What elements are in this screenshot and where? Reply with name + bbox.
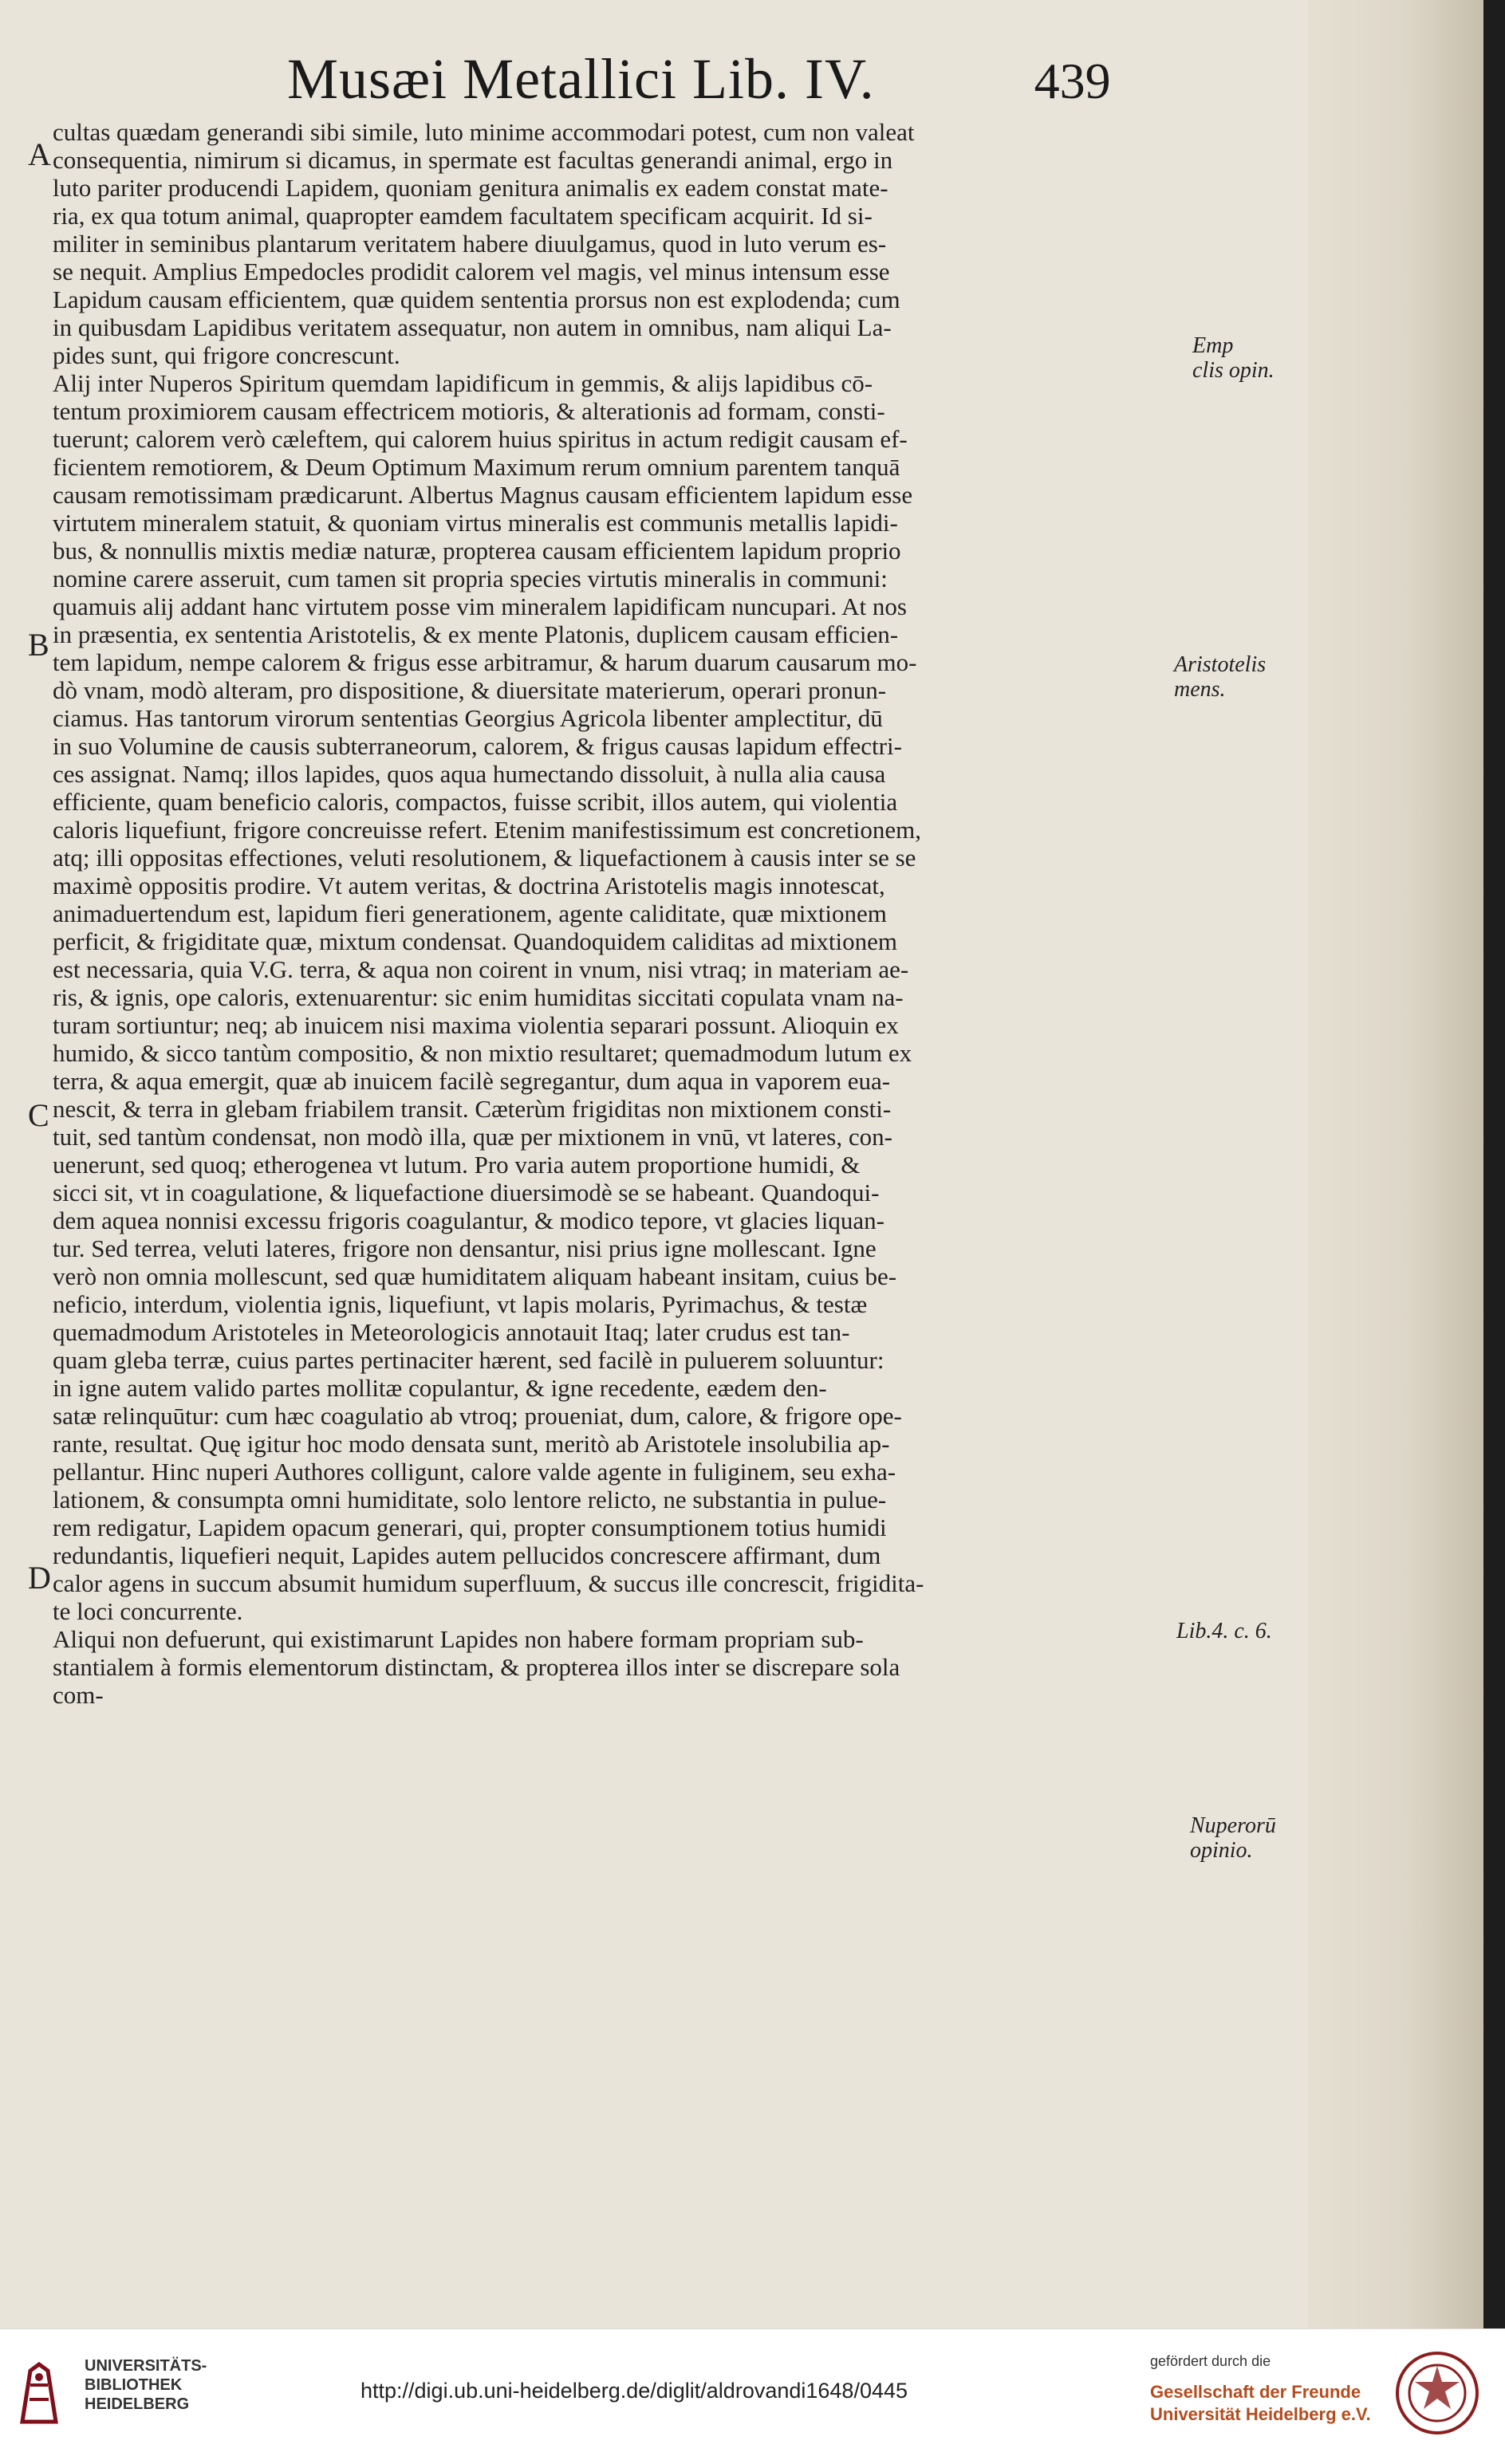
body-line: com-: [53, 1681, 104, 1709]
body-line: terra, & aqua emergit, quæ ab inuicem facilè segregantur, dum aqua in vaporem eua-: [53, 1067, 891, 1095]
body-line: sicci sit, vt in coagulatione, & liquefactione diuersimodè se se habeant. Quandoqui-: [53, 1179, 880, 1206]
body-line: rem redigatur, Lapidem opacum generari, qui, propter consumptionem totius humidi: [53, 1513, 887, 1541]
page-edge: [1308, 0, 1483, 2328]
body-line: pellantur. Hinc nuperi Authores colligunt, calore valde agente in fuliginem, seu exha-: [53, 1458, 896, 1486]
marginal-note-line: clis opin.: [1192, 358, 1275, 383]
body-line: perficit, & frigiditate quæ, mixtum condensat. Quandoquidem caliditas ad mixtionem: [53, 927, 897, 955]
body-line: satæ relinquūtur: cum hæc coagulatio ab vtroq; proueniat, dum, calore, & frigore ope-: [53, 1402, 902, 1430]
body-line: atq; illi oppositas effectiones, veluti resolutionem, & liquefactionem à causis inter se se: [53, 844, 916, 872]
body-line: tuit, sed tantùm condensat, non modò illa, quæ per mixtionem in vnū, vt lateres, con-: [53, 1123, 892, 1151]
body-line: tur. Sed terrea, veluti lateres, frigore non densantur, nisi prius igne mollescant. Igne: [53, 1234, 877, 1262]
library-name: UNIVERSITÄTS- BIBLIOTHEK HEIDELBERG: [85, 2357, 207, 2413]
body-line: in quibusdam Lapidibus veritatem assequatur, non autem in omnibus, nam aliqui La-: [53, 313, 892, 341]
body-line: causam remotissimam prædicarunt. Albertus Magnus causam efficientem lapidum esse: [53, 481, 913, 509]
body-line: [53, 1737, 1165, 1765]
body-line: est necessaria, quia V.G. terra, & aqua non coirent in vnum, nisi vtraq; in materiam ae-: [53, 955, 909, 983]
body-line: neficio, interdum, violentia ignis, liquefiunt, vt lapis molaris, Pyrimachus, & testæ: [53, 1290, 868, 1318]
margin-letter-b: B: [28, 627, 49, 663]
body-line: nescit, & terra in glebam friabilem transit. Cæterùm frigiditas non mixtionem consti-: [53, 1095, 892, 1123]
funding-label: gefördert durch die: [1150, 2353, 1271, 2369]
margin-letter-c: C: [28, 1097, 49, 1133]
body-line: bus, & nonnullis mixtis mediæ naturæ, propterea causam efficientem lapidum proprio: [53, 537, 901, 565]
body-line: quemadmodum Aristoteles in Meteorologicis annotauit Itaq; later crudus est tan-: [53, 1318, 850, 1346]
body-line: in præsentia, ex sententia Aristotelis, & ex mente Platonis, duplicem causam efficien-: [53, 620, 899, 648]
body-line: pides sunt, qui frigore concrescunt.: [53, 341, 400, 369]
body-line: ria, ex qua totum animal, quapropter eamdem facultatem specificam acquirit. Id si-: [53, 202, 873, 230]
body-line: [53, 1709, 1165, 1737]
body-line: verò non omnia mollescunt, sed quæ humiditatem aliquam habeant insitam, cuius be-: [53, 1262, 897, 1290]
marginal-note-moderns: [1190, 1813, 1276, 1863]
body-line: stantialem à formis elementorum distinctam, & propterea illos inter se discrepare sola: [53, 1653, 900, 1681]
body-line: nomine carere asseruit, cum tamen sit propria species virtutis mineralis in communi:: [53, 565, 888, 592]
body-line: lationem, & consumpta omni humiditate, solo lentore relicto, ne substantia in pulue-: [53, 1486, 887, 1513]
body-line: te loci concurrente.: [53, 1597, 243, 1625]
marginal-note-line: mens.: [1174, 677, 1226, 702]
marginal-note-line: opinio.: [1190, 1838, 1253, 1863]
body-line: ces assignat. Namq; illos lapides, quos aqua humectando dissoluit, à nulla alia causa: [53, 760, 886, 788]
body-line: ris, & ignis, ope caloris, extenuarentur: sic enim humiditas siccitati copulata vnam na-: [53, 983, 904, 1011]
body-line: quam gleba terræ, cuius partes pertinaciter hærent, sed facilè in puluerem soluuntur:: [53, 1346, 884, 1374]
body-line: se nequit. Amplius Empedocles prodidit calorem vel magis, vel minus intensum esse: [53, 258, 890, 285]
body-line: efficiente, quam beneficio caloris, compactos, fuisse scribit, illos autem, qui violentia: [53, 788, 898, 816]
margin-letter-a: A: [28, 136, 51, 172]
body-line: Lapidum causam efficientem, quæ quidem sententia prorsus non est explodenda; cum: [53, 285, 900, 313]
body-line: [53, 1820, 1165, 1848]
body-line: tentum proximiorem causam effectricem motioris, & alterationis ad formam, consti-: [53, 397, 885, 425]
body-line: uenerunt, sed quoq; etherogenea vt lutum. Pro varia autem proportione humidi, &: [53, 1151, 861, 1179]
body-line: Aliqui non defuerunt, qui existimarunt Lapides non habere formam propriam sub-: [53, 1625, 864, 1653]
funding-society: Gesellschaft der Freunde Universität Heidelberg e.V.: [1150, 2382, 1371, 2424]
running-title: Musæi Metallici Lib. IV.: [287, 47, 875, 111]
marginal-note-line: Emp: [1192, 333, 1234, 358]
body-line: humido, & sicco tantùm compositio, & non mixtio resultaret; quemadmodum lutum ex: [53, 1039, 912, 1067]
body-line: turam sortiuntur; neq; ab inuicem nisi maxima violentia separari possunt. Alioquin ex: [53, 1011, 899, 1039]
body-line: tem lapidum, nempe calorem & frigus esse arbitramur, & harum duarum causarum mo-: [53, 648, 917, 676]
marginal-note-empedocles: [1192, 333, 1275, 383]
marginal-note-aristotle: [1174, 652, 1266, 702]
body-line: rante, resultat. Quę igitur hoc modo densata sunt, meritò ab Aristotele insolubilia ap-: [53, 1430, 890, 1458]
body-line: Alij inter Nuperos Spiritum quemdam lapidificum in gemmis, & alijs lapidibus cō-: [53, 369, 873, 397]
funding-info: [1150, 2353, 1381, 2426]
body-line: ficientem remotiorem, & Deum Optimum Maximum rerum omnium parentem tanquā: [53, 453, 900, 481]
body-line: militer in seminibus plantarum veritatem habere diuulgamus, quod in luto verum es-: [53, 230, 887, 258]
marginal-note-line: Nuperorū: [1190, 1813, 1276, 1838]
body-line: calor agens in succum absumit humidum superfluum, & succus ille concrescit, frigidita-: [53, 1569, 924, 1597]
body-line: [53, 1793, 1165, 1820]
margin-letter-d: D: [28, 1560, 51, 1596]
library-lion-icon: [14, 2356, 64, 2434]
body-line: maximè oppositis prodire. Vt autem veritas, & doctrina Aristotelis magis innotescat,: [53, 872, 885, 899]
body-line: ciamus. Has tantorum virorum sententias Georgius Agricola libenter amplectitur, dū: [53, 704, 883, 732]
body-line: tuerunt; calorem verò cæleftem, qui calorem huius spiritus in actum redigit causam ef-: [53, 425, 908, 453]
marginal-note-reference: [1176, 1619, 1272, 1643]
digitization-footer: [0, 2328, 1505, 2464]
digital-library-url[interactable]: http://digi.ub.uni-heidelberg.de/diglit/aldrovandi1648/0445: [360, 2379, 908, 2403]
marginal-note-line: Lib.4. c. 6.: [1176, 1619, 1272, 1643]
body-text: [53, 118, 1165, 1848]
marginal-note-line: Aristotelis: [1174, 652, 1267, 677]
body-line: cultas quædam generandi sibi simile, luto minime accommodari potest, cum non valeat: [53, 118, 915, 146]
body-line: animaduertendum est, lapidum fieri generationem, agente caliditate, quæ mixtionem: [53, 899, 887, 927]
body-line: redundantis, liquefieri nequit, Lapides autem pellucidos concrescere affirmant, dum: [53, 1541, 881, 1569]
society-seal-icon: [1393, 2348, 1482, 2438]
body-line: luto pariter producendi Lapidem, quoniam genitura animalis ex eadem constat mate-: [53, 174, 888, 202]
body-line: quamuis alij addant hanc virtutem posse vim mineralem lapidificam nuncupari. At nos: [53, 592, 907, 620]
body-line: in suo Volumine de causis subterraneorum, calorem, & frigus causas lapidum effectri-: [53, 732, 902, 760]
body-line: [53, 1765, 1165, 1793]
page-number: 439: [1034, 53, 1111, 109]
body-line: dem aquea nonnisi excessu frigoris coagulantur, & modico tepore, vt glacies liquan-: [53, 1206, 884, 1234]
body-line: virtutem mineralem statuit, & quoniam virtus mineralis est communis metallis lapidi-: [53, 509, 898, 537]
body-line: consequentia, nimirum si dicamus, in spermate est facultas generandi animal, ergo in: [53, 146, 893, 174]
body-line: caloris liquefiunt, frigore concreuisse refert. Etenim manifestissimum est concretionem,: [53, 816, 921, 844]
body-line: dò vnam, modò alteram, pro dispositione, & diuersitate materierum, operari pronun-: [53, 676, 887, 704]
body-line: in igne autem valido partes mollitæ copulantur, & igne recedente, eædem den-: [53, 1374, 827, 1402]
